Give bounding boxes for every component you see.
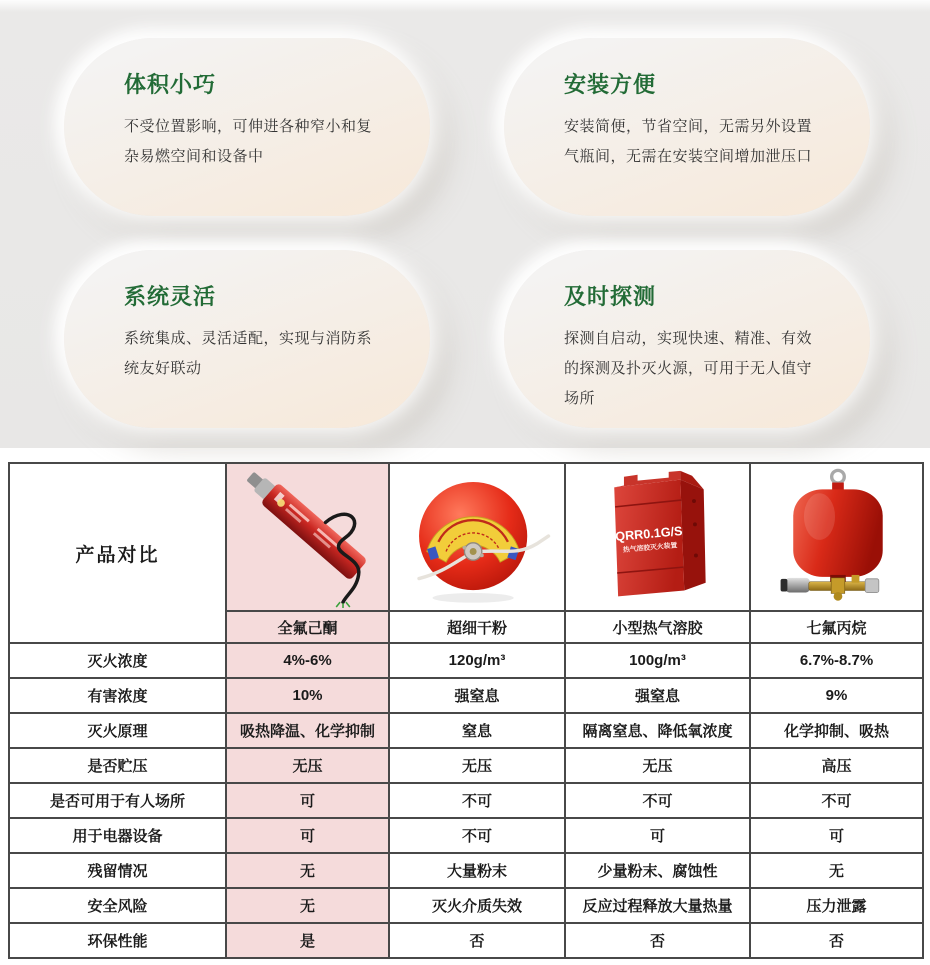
table-cell: 不可	[389, 818, 565, 853]
row-label: 安全风险	[9, 888, 226, 923]
table-cell: 否	[389, 923, 565, 958]
table-cell: 9%	[750, 678, 923, 713]
table-cell: 强窒息	[565, 678, 750, 713]
table-row	[9, 818, 923, 853]
table-row	[9, 678, 923, 713]
box-model-label: QRR0.1G/S	[614, 524, 683, 544]
row-label: 是否贮压	[9, 748, 226, 783]
feature-card-title: 体积小巧	[124, 72, 217, 97]
feature-card-timely-detection	[504, 250, 870, 428]
feature-card-easy-install	[504, 38, 870, 216]
table-row	[9, 853, 923, 888]
feature-card-desc: 系统集成、灵活适配，实现与消防系统友好联动	[124, 330, 373, 377]
red-aerosol-box-image	[583, 466, 733, 608]
table-cell: 窒息	[389, 713, 565, 748]
table-cell: 隔离窒息、降低氧浓度	[565, 713, 750, 748]
table-cell: 4%-6%	[226, 643, 389, 678]
comparison-table-section	[8, 462, 924, 959]
product-name: 全氟己酮	[226, 611, 389, 643]
table-cell: 吸热降温、化学抑制	[226, 713, 389, 748]
table-cell: 10%	[226, 678, 389, 713]
feature-card-desc: 不受位置影响，可伸进各种窄小和复杂易燃空间和设备中	[124, 118, 373, 165]
table-row	[9, 783, 923, 818]
table-row	[9, 643, 923, 678]
table-cell: 是	[226, 923, 389, 958]
table-cell: 反应过程释放大量热量	[565, 888, 750, 923]
table-cell: 可	[565, 818, 750, 853]
table-row	[9, 923, 923, 958]
table-cell: 可	[226, 818, 389, 853]
product-image-cell	[565, 463, 750, 611]
table-cell: 无	[226, 888, 389, 923]
row-label: 有害浓度	[9, 678, 226, 713]
product-name: 七氟丙烷	[750, 611, 923, 643]
product-image-cell	[226, 463, 389, 611]
table-cell: 化学抑制、吸热	[750, 713, 923, 748]
feature-card-title: 系统灵活	[124, 284, 217, 309]
table-cell: 可	[750, 818, 923, 853]
table-cell: 不可	[750, 783, 923, 818]
table-row	[9, 748, 923, 783]
table-cell: 大量粉末	[389, 853, 565, 888]
feature-card-desc: 安装简便，节省空间，无需另外设置气瓶间，无需在安装空间增加泄压口	[564, 118, 813, 165]
red-tube-device-image	[230, 466, 386, 608]
table-corner-label: 产品对比	[9, 463, 226, 643]
table-cell: 无压	[226, 748, 389, 783]
table-cell: 否	[750, 923, 923, 958]
product-image-cell	[750, 463, 923, 611]
features-section	[0, 0, 930, 448]
row-label: 用于电器设备	[9, 818, 226, 853]
table-row	[9, 713, 923, 748]
feature-card-flexible-system	[64, 250, 430, 428]
box-sub-label: 热气溶胶灭火装置	[622, 542, 678, 554]
product-image-cell	[389, 463, 565, 611]
table-cell: 无压	[565, 748, 750, 783]
table-cell: 可	[226, 783, 389, 818]
table-cell: 高压	[750, 748, 923, 783]
feature-card-desc: 探测自启动，实现快速、精准、有效的探测及扑灭火源，可用于无人值守场所	[564, 330, 813, 407]
row-label: 残留情况	[9, 853, 226, 888]
feature-card-compact	[64, 38, 430, 216]
table-cell: 120g/m³	[389, 643, 565, 678]
product-name: 小型热气溶胶	[565, 611, 750, 643]
table-cell: 6.7%-8.7%	[750, 643, 923, 678]
table-cell: 灭火介质失效	[389, 888, 565, 923]
row-label: 灭火原理	[9, 713, 226, 748]
row-label: 灭火浓度	[9, 643, 226, 678]
feature-card-title: 及时探测	[564, 284, 657, 309]
table-cell: 强窒息	[389, 678, 565, 713]
table-cell: 100g/m³	[565, 643, 750, 678]
feature-card-title: 安装方便	[564, 72, 657, 97]
table-cell: 压力泄露	[750, 888, 923, 923]
row-label: 是否可用于有人场所	[9, 783, 226, 818]
table-cell: 不可	[565, 783, 750, 818]
table-cell: 无	[226, 853, 389, 888]
table-cell: 无压	[389, 748, 565, 783]
product-image-row	[9, 463, 923, 611]
table-cell: 少量粉末、腐蚀性	[565, 853, 750, 888]
product-name: 超细干粉	[389, 611, 565, 643]
red-ball-extinguisher-image	[392, 466, 562, 608]
table-cell: 否	[565, 923, 750, 958]
row-label: 环保性能	[9, 923, 226, 958]
red-tank-image	[762, 466, 912, 608]
table-cell: 无	[750, 853, 923, 888]
table-row	[9, 888, 923, 923]
product-comparison-table	[8, 462, 924, 959]
table-cell: 不可	[389, 783, 565, 818]
